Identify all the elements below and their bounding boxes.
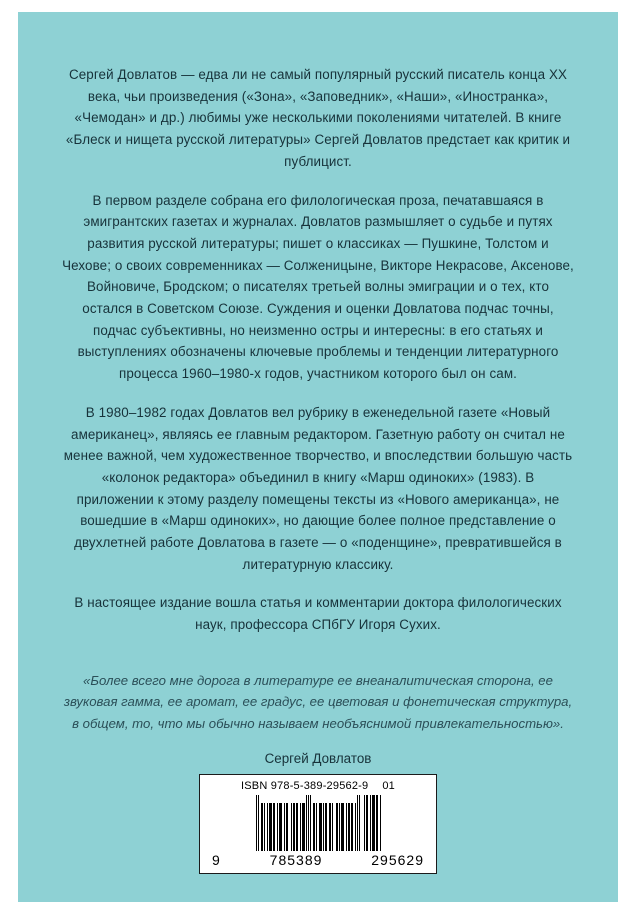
ean-lead-digit: 9 <box>212 852 221 868</box>
ean-left-group: 785389 <box>269 852 323 868</box>
ean13-barcode <box>199 774 437 874</box>
pull-quote-text: «Более всего мне дорога в литературе ее внеаналитическая сторона, ее звуковая гамма, ее аромат, ее градус, ее цветовая и фонетическая структура, в общем, то, что мы обычно называем необъяснимой привлекательностью». <box>63 672 573 731</box>
barcode-bars <box>200 795 436 851</box>
ean-right-group: 295629 <box>371 852 424 868</box>
blurb-paragraph-1: Сергей Довлатов — едва ли не самый популярный русский писатель конца XX века, чьи произведения («Зона», «Заповедник», «Наши», «Иностранка», «Чемодан» и др.) любимы уже несколькими поколениями читателей. В книге «Блеск и нищета русской литературы» Сергей Довлатов предстает как критик и публицист. <box>65 67 571 169</box>
blurb-paragraph-4: В настоящее издание вошла статья и комментарии доктора филологических наук, профессора СПбГУ Игоря Сухих. <box>74 595 562 633</box>
barcode-addon-label: 01 <box>382 780 395 792</box>
pull-quote-author: Сергей Довлатов <box>264 751 372 766</box>
blurb-paragraph-2: В первом разделе собрана его филологическая проза, печатавшаяся в эмигрантских газетах и журналах. Довлатов размышляет о судьбе и путях развития русской литературы; пишет о классиках — Пушкине, Толстом и Чехове; о своих современниках — Солженицыне, Викторе Некрасове, Аксенове, Войновиче, Бродском; о писателях третьей волны эмиграции и о тех, кто остался в Советском Союзе. Суждения и оценки Довлатова подчас точны, подчас субъективны, но неизменно остры и интересны: в его статьях и выступлениях обозначены ключевые проблемы и тенденции литературного процесса 1960–1980-х годов, участником которого был он сам. <box>62 192 574 382</box>
isbn-label: ISBN 978-5-389-29562-9 <box>241 780 369 792</box>
barcode-area <box>18 774 618 874</box>
book-back-cover <box>18 12 618 902</box>
pull-quote <box>62 670 574 770</box>
isbn-row <box>200 779 436 795</box>
blurb-paragraph-3: В 1980–1982 годах Довлатов вел рубрику в еженедельной газете «Новый американец», являясь ее главным редактором. Газетную работу он считал не менее важной, чем художественное творчество, и впоследствии большую часть «колонок редактора» объединил в книгу «Марш одиноких» (1983). В приложении к этому разделу помещены тексты из «Нового американца», не вошедшие в «Марш одиноких», но дающие более полное представление о двухлетней работе Довлатова в газете — о «поденщине», превратившейся в литературную классику. <box>63 404 573 572</box>
barcode-digits <box>200 851 436 870</box>
